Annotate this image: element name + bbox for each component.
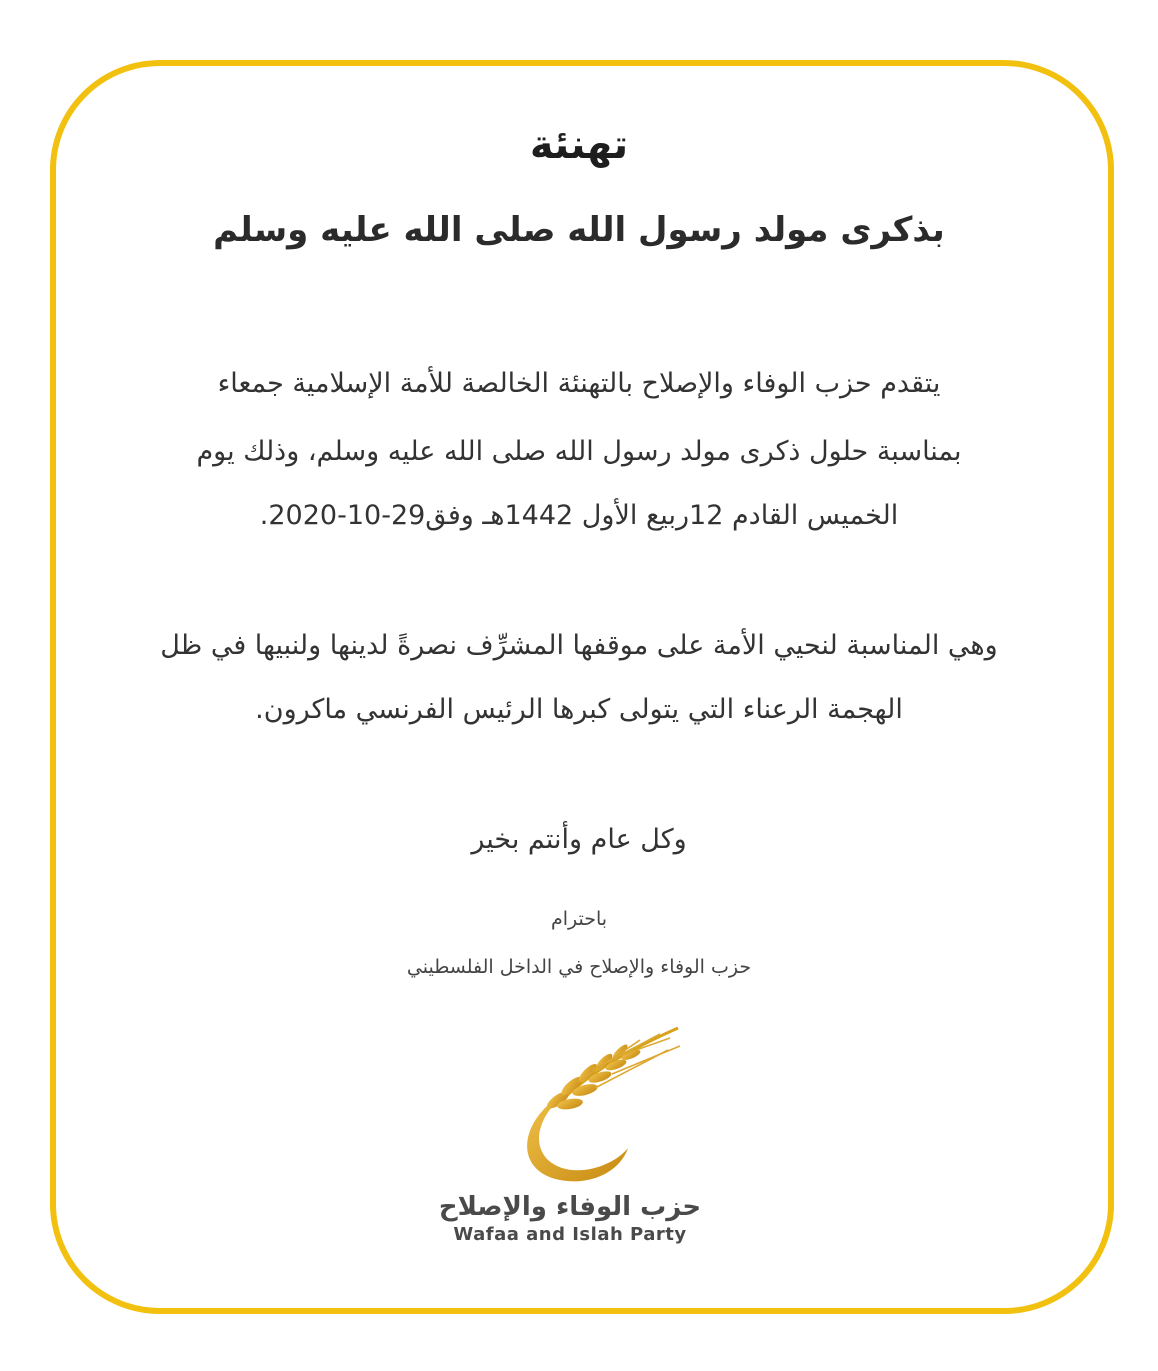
card-subheading: بذكرى مولد رسول الله صلى الله عليه وسلم bbox=[213, 210, 945, 250]
wheat-icon bbox=[500, 1020, 690, 1200]
logo-name-english: Wafaa and Islah Party bbox=[453, 1224, 687, 1245]
paragraph-1-line-1: يتقدم حزب الوفاء والإصلاح بالتهنئة الخالصة للأمة الإسلامية جمعاء bbox=[217, 368, 941, 399]
greeting-text: وكل عام وأنتم بخير bbox=[471, 824, 687, 855]
closing-text: باحترام bbox=[550, 908, 608, 930]
signature-text: حزب الوفاء والإصلاح في الداخل الفلسطيني bbox=[406, 956, 752, 978]
paragraph-1-line-2: بمناسبة حلول ذكرى مولد رسول الله صلى الله عليه وسلم، وذلك يوم bbox=[196, 436, 962, 467]
logo-name-arabic: حزب الوفاء والإصلاح bbox=[438, 1192, 702, 1222]
paragraph-1-line-3: الخميس القادم 12ربيع الأول 1442هـ وفق29-10-2020. bbox=[259, 500, 899, 531]
card-heading: تهنئة bbox=[529, 122, 629, 168]
paragraph-2-line-1: وهي المناسبة لنحيي الأمة على موقفها المشرِّف نصرةً لدينها ولنبيها في ظل bbox=[160, 630, 998, 661]
paragraph-2-line-2: الهجمة الرعناء التي يتولى كبرها الرئيس الفرنسي ماكرون. bbox=[255, 694, 903, 725]
